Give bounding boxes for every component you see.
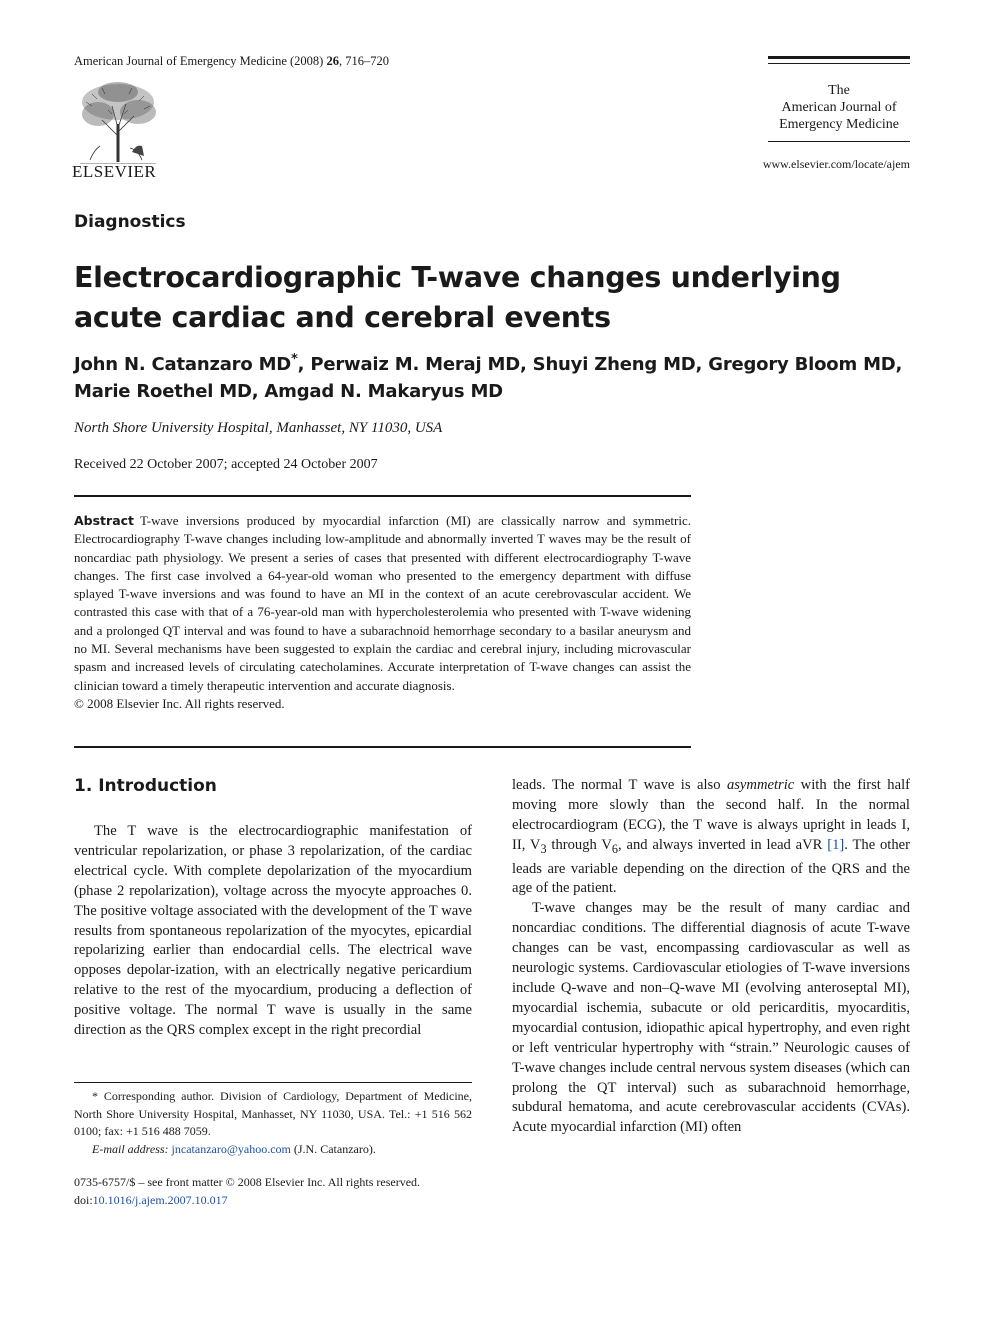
doi-link[interactable]: 10.1016/j.ajem.2007.10.017 — [92, 1192, 228, 1207]
email-link[interactable]: jncatanzaro@yahoo.com — [171, 1141, 291, 1156]
doi-line: doi:10.1016/j.ajem.2007.10.017 — [74, 1192, 228, 1207]
intro-paragraph-1-cont: leads. The normal T wave is also asymmetric with the first half moving more slowly than the second half. In the normal electrocardiogram (ECG), the T wave is always upright in leads I, II, $V_3$ through $V_6$, and always inverted in lead aVR [1]. The other leads are variable depending on the direction of the QRS and the age of the patient. — [512, 777, 910, 897]
journal-logo-text: The American Journal of Emergency Medicine — [779, 83, 899, 132]
front-matter-info — [74, 1174, 420, 1209]
intro-heading: 1. Introduction — [74, 776, 217, 796]
received-dates: Received 22 October 2007; accepted 24 October 2007 — [74, 457, 378, 472]
abstract-top-rule — [74, 495, 691, 497]
affiliation: North Shore University Hospital, Manhasset, NY 11030, USA — [74, 420, 443, 436]
journal-logo-box — [768, 56, 910, 142]
abstract-label: Abstract — [74, 513, 135, 528]
corresponding-author-mark[interactable]: * — [291, 352, 298, 367]
section-label: Diagnostics — [74, 212, 186, 232]
abstract — [74, 512, 691, 713]
right-column — [512, 776, 910, 1138]
journal-citation: American Journal of Emergency Medicine (2008) 26, 716–720 — [74, 54, 389, 68]
abstract-text: T-wave inversions produced by myocardial infarction (MI) are classically narrow and symmetric. Electrocardiography T-wave changes including low-amplitude and abnormally inverted T waves may be the result of noncardiac path physiology. We present a series of cases that presented with different electrocardiography T-wave changes. The first case involved a 64-year-old woman who presented to the emergency department with diffuse splayed T-wave inversions and was found to have an MI in the context of an acute cerebrovascular accident. We contrasted this case with that of a 76-year-old man with hypercholesterolemia who presented with T-wave widening and a prolonged QT interval and was found to have a subarachnoid hemorrhage secondary to a basilar aneurysm and no MI. Several mechanisms have been suggested to explain the cardiac and cerebral injury, including microvascular spasm and increased levels of circulating catecholamines. Accurate interpretation of T-wave changes can assist the clinician toward a timely therapeutic intervention and accurate diagnosis. — [74, 513, 691, 693]
author-list: John N. Catanzaro MD*, Perwaiz M. Meraj MD, Shuyi Zheng MD, Gregory Bloom MD, Marie Roethel MD, Amgad N. Makaryus MD — [74, 352, 903, 402]
journal-logo-rule-bottom — [768, 141, 910, 142]
issn-line: 0735-6757/$ – see front matter © 2008 Elsevier Inc. All rights reserved. — [74, 1175, 421, 1189]
intro-paragraph-1: The T wave is the electrocardiographic manifestation of ventricular repolarization, or phase 3 repolarization, of the cardiac electrical cycle. With complete depolarization of the myocardium (phase 2 repolarization), voltage across the myocyte approaches 0. The positive voltage associated with the development of the T wave results from spontaneous repolarization of the myocytes, epicardial repolarizing earlier than endocardial cells. The electrical wave opposes depolar-ization, with an electrically negative pericardium relative to the rest of the myocardium, producing a deflection of positive voltage. The normal T wave is usually in the same direction as the QRS complex except in the right precordial — [74, 823, 472, 1039]
publisher-wordmark: ELSEVIER — [72, 162, 157, 181]
footnote — [74, 1088, 472, 1158]
intro-paragraph-2: T-wave changes may be the result of many cardiac and noncardiac conditions. The differential diagnosis of acute T-wave changes can be vast, encompassing cardiovascular as well as neurologic systems. Cardiovascular etiologies of T-wave inversions include Q-wave and non–Q-wave MI (evolving anteroseptal MI), myocardial ischemia, subacute or old pericarditis, myocarditis, myocardial contusion, idiopathic apical hypertrophy, and even right or left ventricular hypertrophy with “strain.” Neurologic causes of T-wave changes include central nervous system diseases (which can prolong the QT interval) such as subarachnoid hemorrhage, subdural hematoma, and acute cerebrovascular accidents (CVAs). Acute myocardial infarction (MI) often — [512, 900, 910, 1136]
footnote-rule — [74, 1082, 472, 1083]
article-title: Electrocardiographic T-wave changes underlying acute cardiac and cerebral events — [74, 261, 841, 334]
email-note: E-mail address: jncatanzaro@yahoo.com (J.N. Catanzaro). — [92, 1141, 376, 1156]
abstract-bottom-rule — [74, 746, 691, 748]
journal-logo-rule — [768, 56, 910, 59]
abstract-copyright: © 2008 Elsevier Inc. All rights reserved. — [74, 695, 285, 711]
reference-link-1[interactable]: [1] — [827, 836, 845, 853]
corresponding-author-note: * Corresponding author. Division of Cardiology, Department of Medicine, North Shore University Hospital, Manhasset, NY 11030, USA. Tel.: +1 516 562 0100; fax: +1 516 488 7059. — [74, 1089, 472, 1138]
left-column — [74, 822, 472, 1041]
journal-url[interactable]: www.elsevier.com/locate/ajem — [762, 157, 910, 171]
